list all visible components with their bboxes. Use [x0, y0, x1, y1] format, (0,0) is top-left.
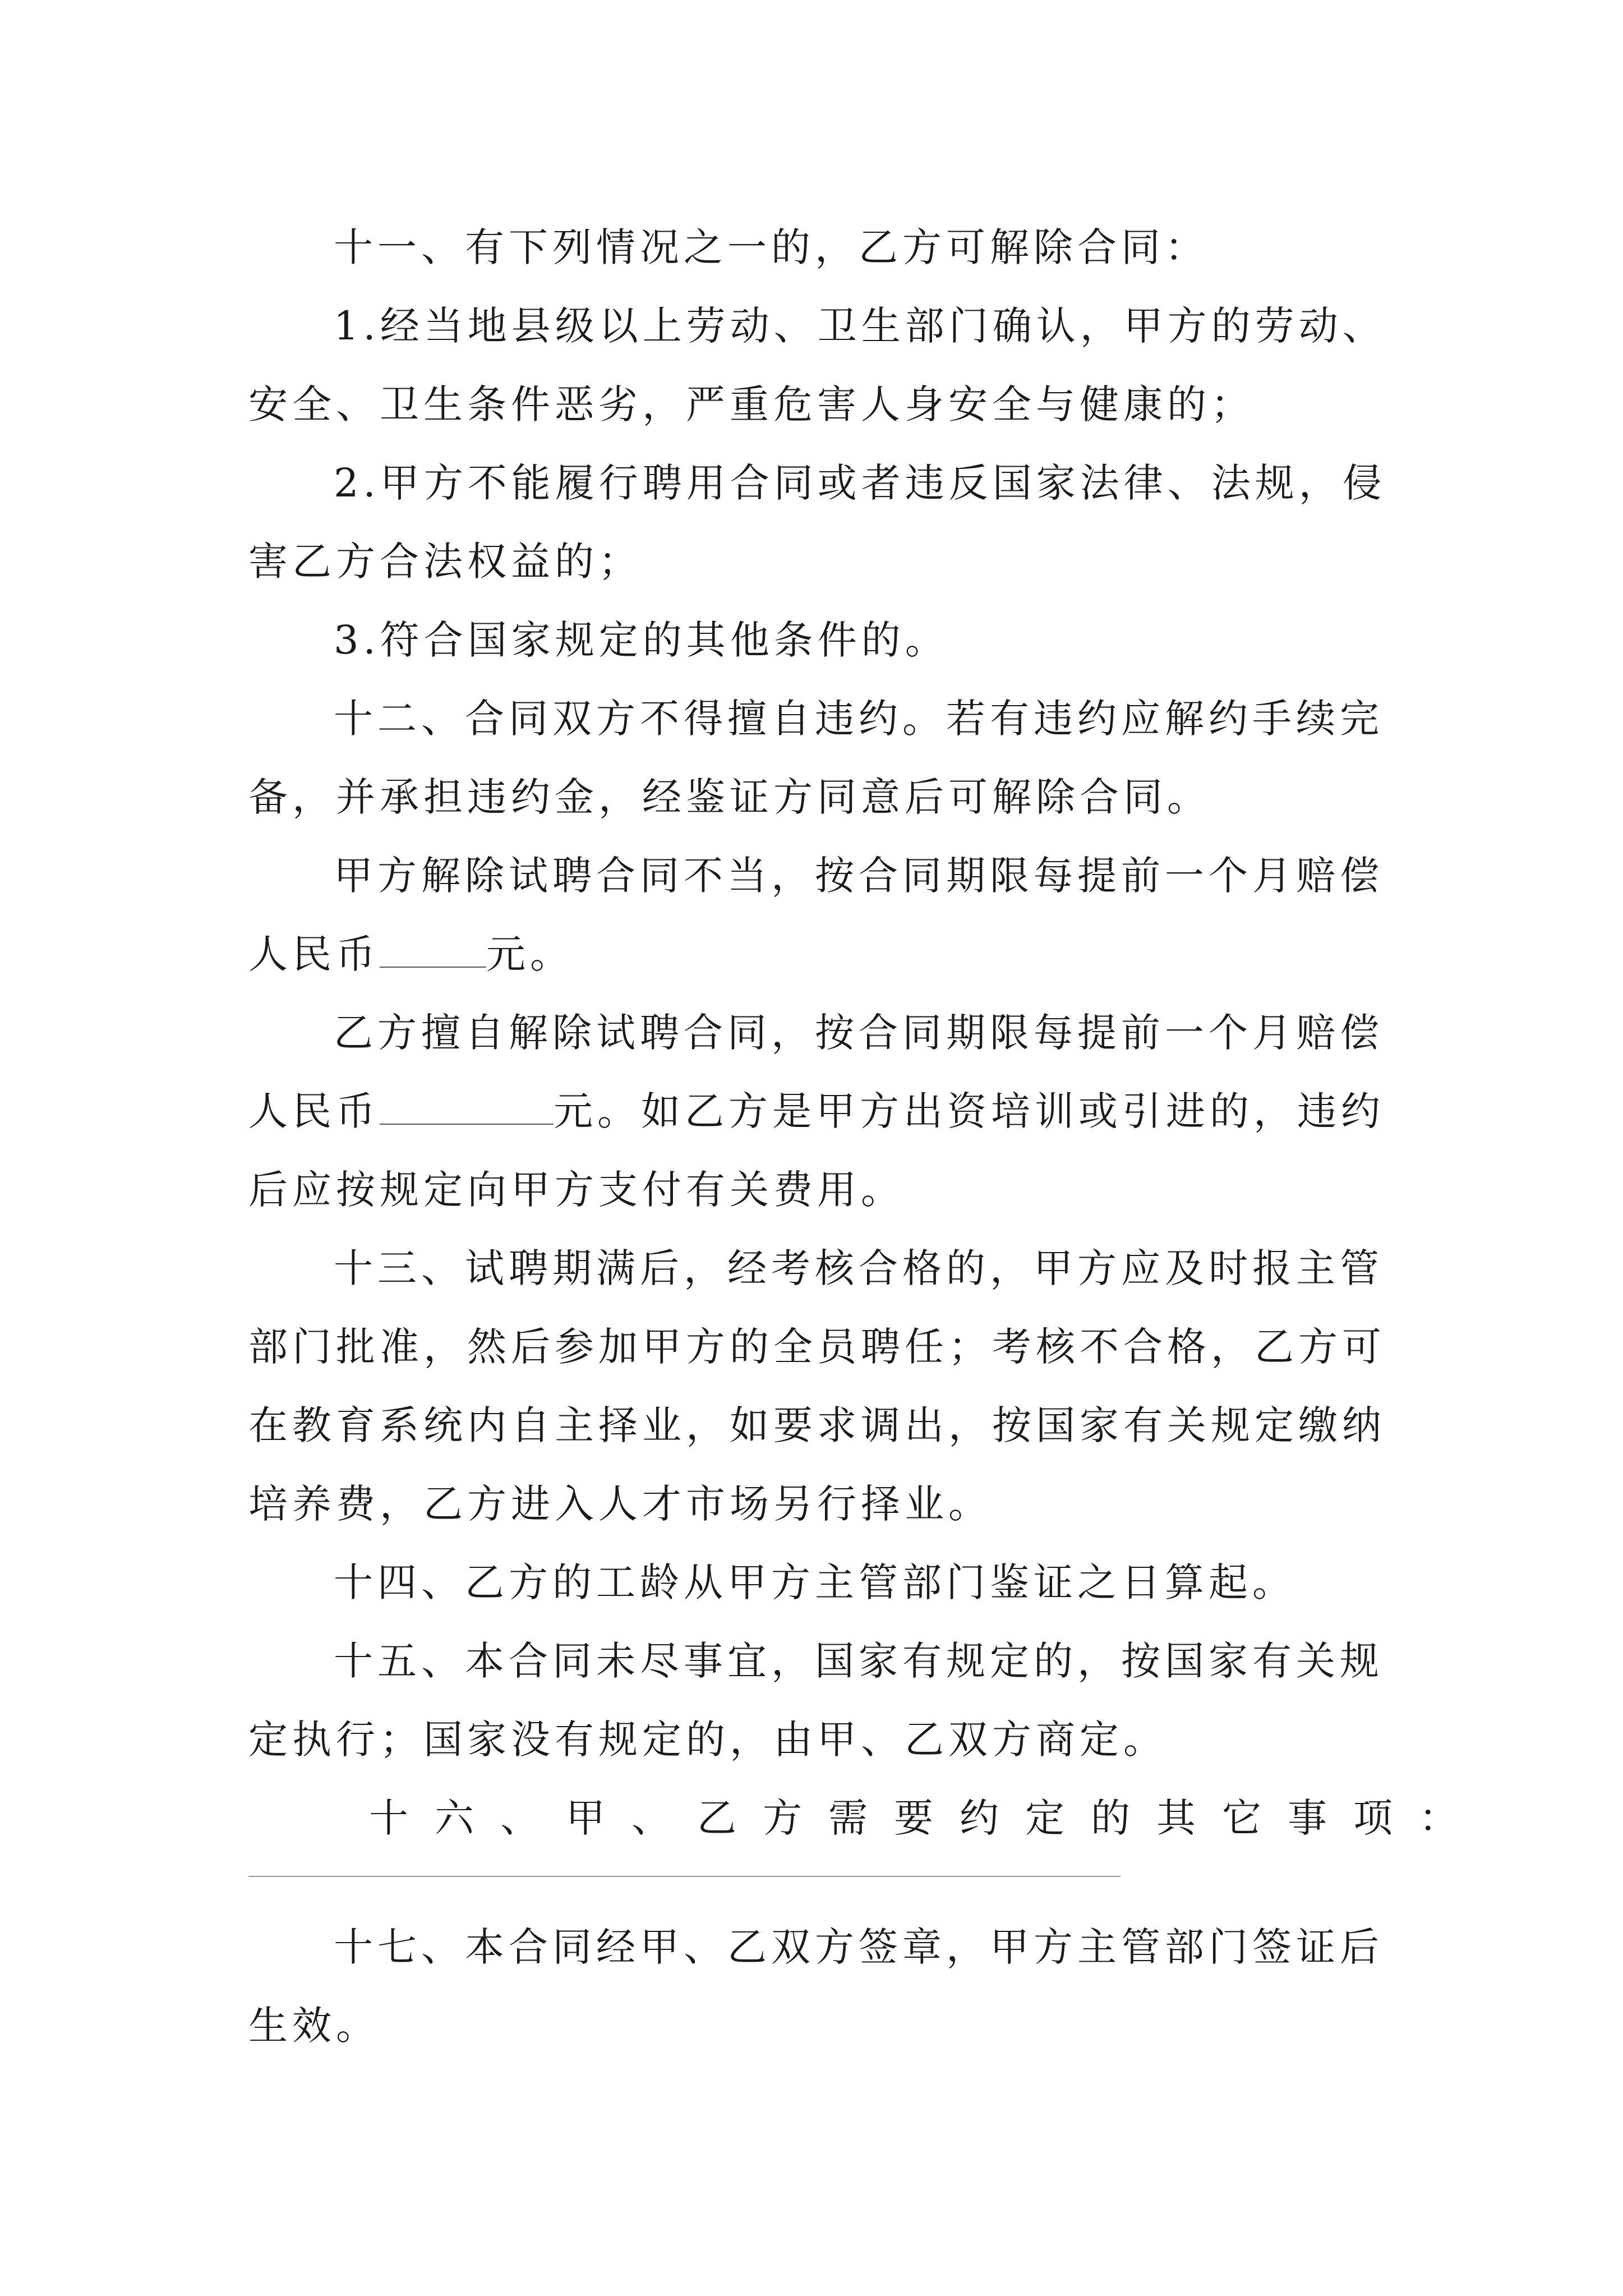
clause-16: 十六、甲、乙方需要约定的其它事项： — [369, 1795, 1484, 1841]
clause-11-heading: 十一、有下列情况之一的，乙方可解除合同： — [334, 224, 1209, 270]
clause-15: 十五、本合同未尽事宜，国家有规定的，按国家有关规 — [334, 1638, 1384, 1684]
clause-17: 十七、本合同经甲、乙双方签章，甲方主管部门签证后 — [334, 1924, 1384, 1970]
party-b-amount-blank — [380, 1087, 554, 1125]
clause-13: 十三、试聘期满后，经考核合格的，甲方应及时报主管 — [334, 1245, 1384, 1291]
party-b-compensation-cont: 后应按规定向甲方支付有关费用。 — [248, 1167, 905, 1213]
currency-unit-cont: 元。如乙方是甲方出资培训或引进的，违约 — [554, 1088, 1385, 1134]
party-a-amount-blank — [380, 930, 486, 968]
currency-label: 人民币 — [248, 1088, 380, 1134]
clause-11-item-1: 1.经当地县级以上劳动、卫生部门确认，甲方的劳动、 — [334, 303, 1386, 349]
party-b-compensation: 乙方擅自解除试聘合同，按合同期限每提前一个月赔偿 — [334, 1010, 1384, 1056]
clause-15-cont: 定执行；国家没有规定的，由甲、乙双方商定。 — [248, 1717, 1167, 1763]
clause-13-cont-1: 部门批准，然后参加甲方的全员聘任；考核不合格，乙方可 — [248, 1324, 1386, 1370]
clause-11-item-1-cont: 安全、卫生条件恶劣，严重危害人身安全与健康的； — [248, 381, 1255, 427]
party-a-compensation: 甲方解除试聘合同不当，按合同期限每提前一个月赔偿 — [334, 853, 1384, 899]
clause-13-cont-3: 培养费，乙方进入人才市场另行择业。 — [248, 1481, 992, 1527]
clause-11-item-2: 2.甲方不能履行聘用合同或者违反国家法律、法规，侵 — [334, 460, 1386, 506]
party-b-compensation-amount — [248, 1080, 1385, 1137]
clause-11-item-2-cont: 害乙方合法权益的； — [248, 539, 642, 585]
clause-12-cont: 备，并承担违约金，经鉴证方同意后可解除合同。 — [248, 774, 1211, 820]
currency-label: 人民币 — [248, 931, 380, 977]
clause-13-cont-2: 在教育系统内自主择业，如要求调出，按国家有关规定缴纳 — [248, 1402, 1386, 1448]
clause-14: 十四、乙方的工龄从甲方主管部门鉴证之日算起。 — [334, 1559, 1296, 1605]
clause-17-cont: 生效。 — [248, 2003, 380, 2049]
party-a-compensation-amount — [248, 923, 574, 979]
clause-12: 十二、合同双方不得擅自违约。若有违约应解约手续完 — [334, 696, 1384, 742]
clause-11-item-3: 3.符合国家规定的其他条件的。 — [334, 617, 949, 663]
clause-16-fill-line — [248, 1876, 1121, 1877]
currency-unit: 元。 — [486, 931, 574, 977]
